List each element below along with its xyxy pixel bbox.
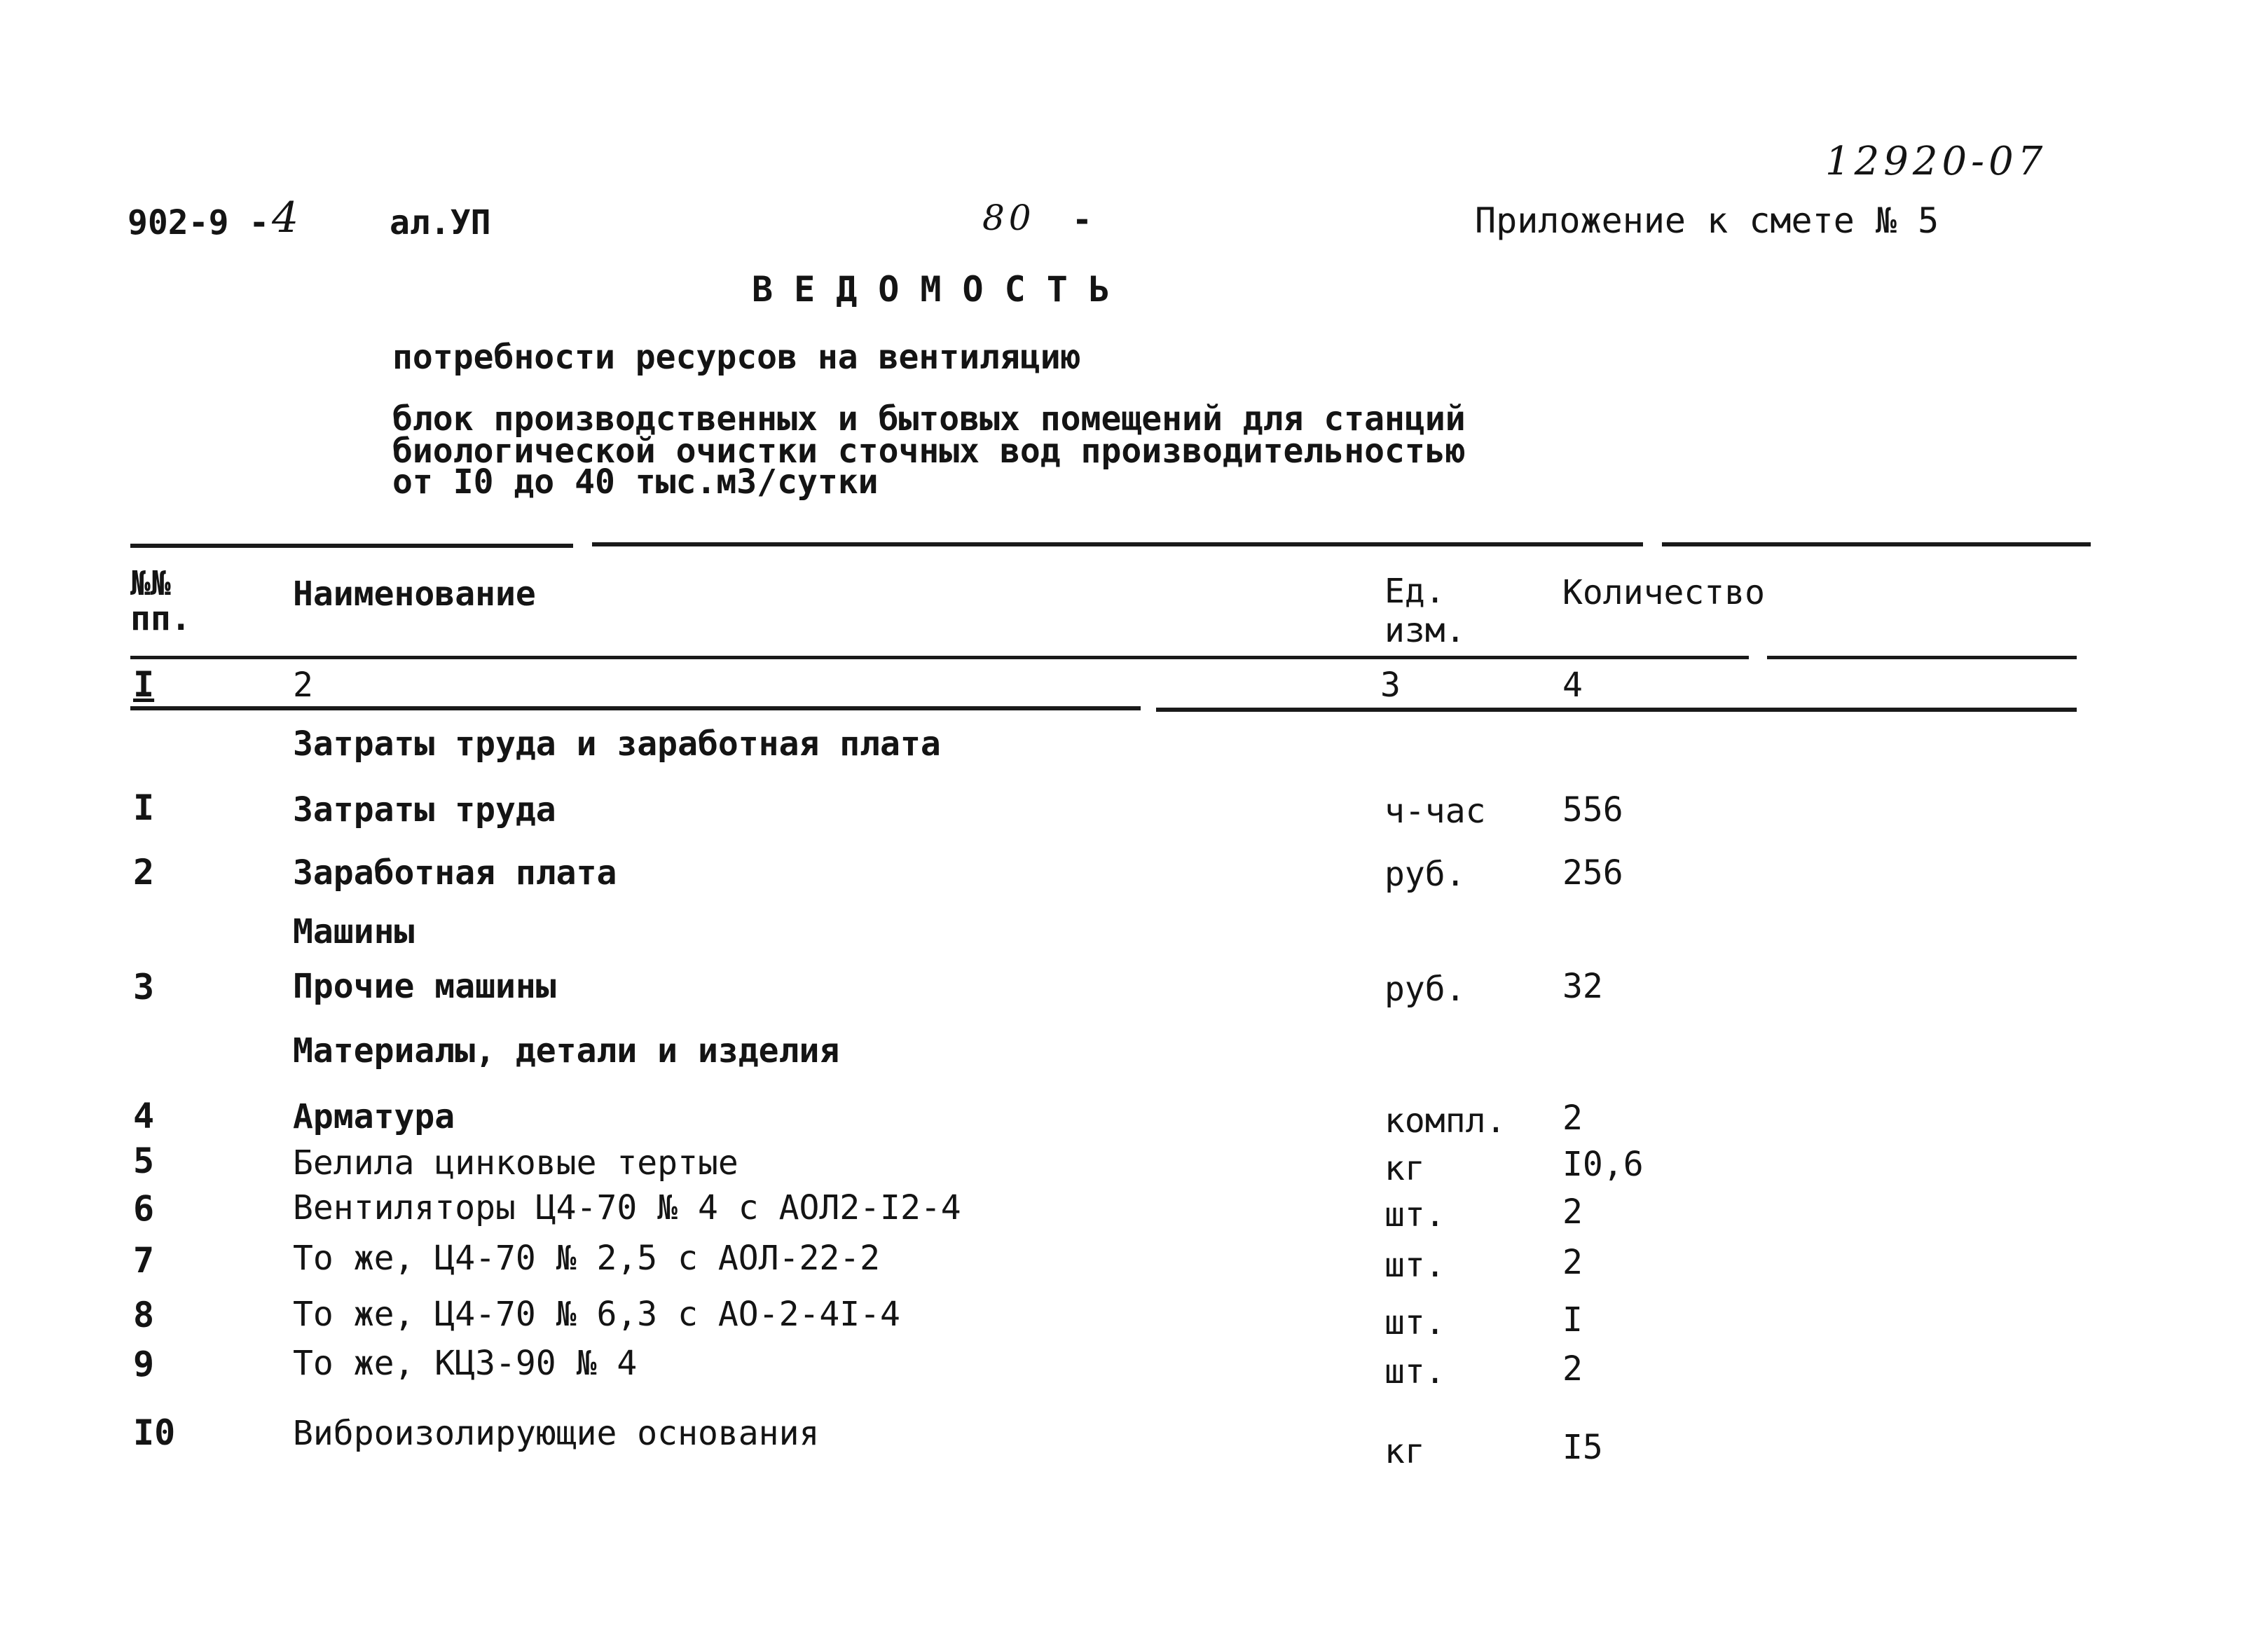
row-1-name: Затраты труда <box>293 790 556 830</box>
section-labor: Затраты труда и заработная плата <box>293 724 941 764</box>
row-8-unit: шт. <box>1384 1303 1445 1342</box>
row-5-num: 5 <box>133 1141 155 1181</box>
row-8-qty: I <box>1562 1300 1583 1340</box>
row-3-unit: руб. <box>1384 970 1466 1009</box>
row-10-qty: I5 <box>1562 1428 1603 1467</box>
row-6-unit: шт. <box>1384 1195 1445 1234</box>
row-9-num: 9 <box>133 1344 155 1384</box>
row-2-name: Заработная плата <box>293 853 617 893</box>
row-7-qty: 2 <box>1562 1243 1583 1282</box>
row-5-unit: кг <box>1384 1149 1425 1188</box>
row-2-qty: 256 <box>1562 853 1623 893</box>
page-dash: - <box>1072 200 1092 240</box>
header-under-rule-1 <box>130 656 1749 659</box>
row-3-qty: 32 <box>1562 967 1603 1006</box>
row-1-qty: 556 <box>1562 790 1623 830</box>
header-qty: Количество <box>1562 573 1765 612</box>
subtitle-line3: биологической очистки сточных вод производительностью <box>392 432 1466 471</box>
subtitle-line1: потребности ресурсов на вентиляцию <box>392 338 1081 377</box>
row-1-num: I <box>133 787 155 828</box>
row-5-qty: I0,6 <box>1562 1145 1644 1184</box>
row-6-qty: 2 <box>1562 1192 1583 1232</box>
row-9-qty: 2 <box>1562 1349 1583 1389</box>
appendix-label: Приложение к смете № 5 <box>1475 200 1939 241</box>
table-top-rule-1 <box>130 544 573 548</box>
header-name: Наименование <box>293 574 536 614</box>
section-materials: Материалы, детали и изделия <box>293 1031 840 1071</box>
section-machines: Машины <box>293 912 415 951</box>
row-7-unit: шт. <box>1384 1246 1445 1285</box>
table-top-rule-2 <box>592 542 1643 546</box>
row-4-qty: 2 <box>1562 1099 1583 1138</box>
row-9-unit: шт. <box>1384 1352 1445 1391</box>
row-2-num: 2 <box>133 852 155 893</box>
document-title: ВЕДОМОСТЬ <box>752 269 1131 310</box>
row-10-name: Виброизолирующие основания <box>293 1414 820 1453</box>
row-7-num: 7 <box>133 1240 155 1281</box>
table-top-rule-3 <box>1662 542 2091 546</box>
row-9-name: То же, КЦ3-90 № 4 <box>293 1344 638 1383</box>
row-3-num: 3 <box>133 967 155 1007</box>
subtitle-line4: от I0 до 40 тыс.м3/сутки <box>392 462 879 502</box>
row-2-unit: руб. <box>1384 855 1466 894</box>
album-label: ал.УП <box>390 203 491 242</box>
row-3-name: Прочие машины <box>293 967 556 1006</box>
row-6-name: Вентиляторы Ц4-70 № 4 с АОЛ2-I2-4 <box>293 1188 961 1227</box>
row-10-num: I0 <box>133 1412 176 1453</box>
row-4-unit: компл. <box>1384 1101 1506 1141</box>
row-10-unit: кг <box>1384 1432 1425 1471</box>
header-unit <box>1384 572 1466 650</box>
header-num-line2: пп. <box>130 599 191 638</box>
col-number-4: 4 <box>1562 666 1583 705</box>
row-4-num: 4 <box>133 1096 155 1136</box>
row-8-name: То же, Ц4-70 № 6,3 с АО-2-4I-4 <box>293 1295 900 1334</box>
header-num-line1: №№ <box>130 564 171 603</box>
header-unit-line2: изм. <box>1384 611 1466 650</box>
row-1-unit: ч-час <box>1384 792 1486 831</box>
header-num <box>130 566 191 636</box>
page-number: 80 <box>982 198 1036 238</box>
row-5-name: Белила цинковые тертые <box>293 1143 738 1183</box>
archive-code: 12920-07 <box>1825 139 2047 184</box>
col-number-1: I <box>133 664 155 705</box>
col-number-2: 2 <box>293 666 313 705</box>
subtitle-line2: блок производственных и бытовых помещений для станций <box>392 399 1466 439</box>
series-code: 902-9 - <box>128 203 270 242</box>
header-under-rule-2 <box>1767 656 2077 659</box>
col-number-3: 3 <box>1380 666 1401 705</box>
series-handwritten: 4 <box>272 193 303 242</box>
row-4-name: Арматура <box>293 1097 455 1136</box>
colnum-under-rule-1 <box>130 706 1141 710</box>
row-6-num: 6 <box>133 1188 155 1229</box>
header-unit-line1: Ед. <box>1384 572 1445 611</box>
row-8-num: 8 <box>133 1295 155 1335</box>
row-7-name: То же, Ц4-70 № 2,5 с АОЛ-22-2 <box>293 1239 881 1278</box>
colnum-under-rule-2 <box>1156 708 2077 712</box>
